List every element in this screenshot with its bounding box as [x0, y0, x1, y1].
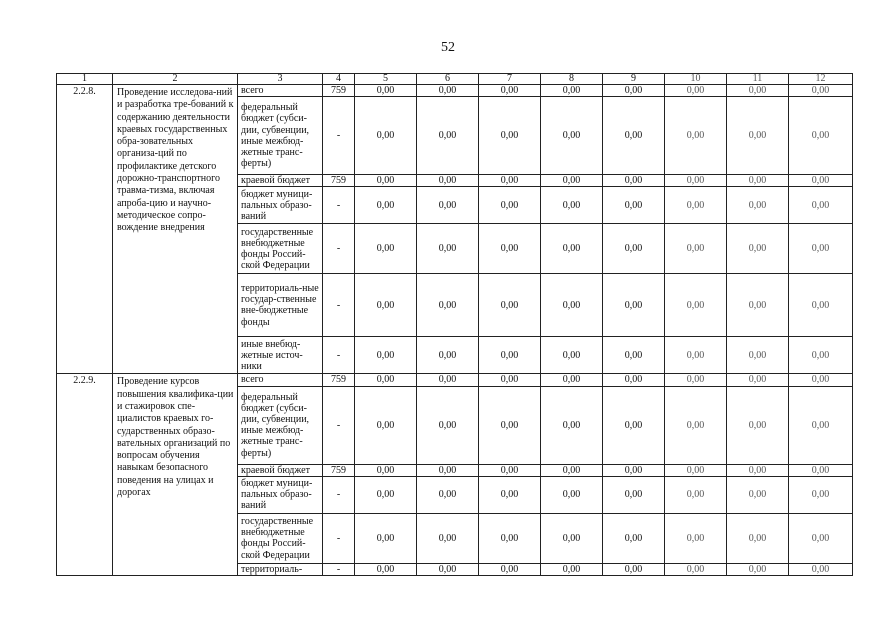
amount-cell: 0,00 — [479, 374, 541, 386]
amount-cell: 0,00 — [789, 476, 853, 513]
amount-cell: 0,00 — [727, 563, 789, 575]
amount-cell: 0,00 — [479, 274, 541, 337]
column-number-cell: 7 — [479, 74, 541, 85]
amount-cell: 0,00 — [417, 563, 479, 575]
budget-code-cell: - — [323, 563, 355, 575]
amount-cell: 0,00 — [417, 97, 479, 175]
amount-cell: 0,00 — [789, 85, 853, 97]
amount-cell: 0,00 — [417, 85, 479, 97]
amount-cell: 0,00 — [603, 85, 665, 97]
funding-source: краевой бюджет — [238, 175, 323, 187]
amount-cell: 0,00 — [789, 337, 853, 374]
amount-cell: 0,00 — [665, 224, 727, 274]
funding-source: территориаль-ные государ-ственные вне-бюджетные фонды — [238, 274, 323, 337]
amount-cell: 0,00 — [479, 563, 541, 575]
budget-code-cell: - — [323, 187, 355, 224]
amount-cell: 0,00 — [541, 97, 603, 175]
amount-cell: 0,00 — [541, 563, 603, 575]
amount-cell: 0,00 — [665, 274, 727, 337]
funding-source: федеральный бюджет (субси-дии, субвенции, иные межбюд-жетные транс-ферты) — [238, 97, 323, 175]
budget-code-cell: - — [323, 476, 355, 513]
amount-cell: 0,00 — [355, 187, 417, 224]
amount-cell: 0,00 — [727, 464, 789, 476]
column-number-cell: 11 — [727, 74, 789, 85]
amount-cell: 0,00 — [727, 374, 789, 386]
amount-cell: 0,00 — [541, 85, 603, 97]
funding-source: государственные внебюджетные фонды Россий-ской Федерации — [238, 224, 323, 274]
amount-cell: 0,00 — [727, 97, 789, 175]
amount-cell: 0,00 — [417, 476, 479, 513]
amount-cell: 0,00 — [417, 187, 479, 224]
amount-cell: 0,00 — [727, 85, 789, 97]
funding-source: иные внебюд-жетные источ-ники — [238, 337, 323, 374]
amount-cell: 0,00 — [479, 175, 541, 187]
amount-cell: 0,00 — [789, 187, 853, 224]
amount-cell: 0,00 — [355, 374, 417, 386]
amount-cell: 0,00 — [355, 563, 417, 575]
funding-source: всего — [238, 374, 323, 386]
page-number: 52 — [441, 40, 455, 55]
budget-code-cell: - — [323, 337, 355, 374]
amount-cell: 0,00 — [789, 224, 853, 274]
amount-cell: 0,00 — [479, 464, 541, 476]
funding-source: всего — [238, 85, 323, 97]
funding-source: федеральный бюджет (субси-дии, субвенции, иные межбюд-жетные транс-ферты) — [238, 386, 323, 464]
budget-code-cell: - — [323, 386, 355, 464]
column-number-cell: 9 — [603, 74, 665, 85]
amount-cell: 0,00 — [789, 97, 853, 175]
amount-cell: 0,00 — [665, 337, 727, 374]
amount-cell: 0,00 — [479, 386, 541, 464]
amount-cell: 0,00 — [479, 513, 541, 563]
amount-cell: 0,00 — [417, 274, 479, 337]
measure-name: Проведение курсов повышения квалифика-ции и стажировок спе-циалистов краевых го-сударственных образо-вательных организаций по вопросам обучения навыкам безопасного поведения на улицах и дорогах — [113, 374, 238, 576]
amount-cell: 0,00 — [541, 386, 603, 464]
amount-cell: 0,00 — [603, 274, 665, 337]
amount-cell: 0,00 — [727, 337, 789, 374]
amount-cell: 0,00 — [789, 175, 853, 187]
amount-cell: 0,00 — [665, 97, 727, 175]
budget-code-cell: - — [323, 224, 355, 274]
amount-cell: 0,00 — [355, 476, 417, 513]
amount-cell: 0,00 — [541, 274, 603, 337]
budget-code-cell: 759 — [323, 374, 355, 386]
column-number-cell: 6 — [417, 74, 479, 85]
amount-cell: 0,00 — [479, 476, 541, 513]
amount-cell: 0,00 — [789, 274, 853, 337]
amount-cell: 0,00 — [603, 386, 665, 464]
column-number-cell: 2 — [113, 74, 238, 85]
amount-cell: 0,00 — [479, 97, 541, 175]
amount-cell: 0,00 — [603, 337, 665, 374]
amount-cell: 0,00 — [541, 187, 603, 224]
measure-code: 2.2.8. — [57, 85, 113, 374]
column-number-cell: 4 — [323, 74, 355, 85]
amount-cell: 0,00 — [665, 476, 727, 513]
amount-cell: 0,00 — [603, 175, 665, 187]
amount-cell: 0,00 — [541, 224, 603, 274]
funding-source: бюджет муници-пальных образо-ваний — [238, 476, 323, 513]
amount-cell: 0,00 — [603, 563, 665, 575]
amount-cell: 0,00 — [603, 476, 665, 513]
amount-cell: 0,00 — [355, 97, 417, 175]
budget-code-cell: - — [323, 274, 355, 337]
amount-cell: 0,00 — [417, 386, 479, 464]
budget-code-cell: 759 — [323, 464, 355, 476]
amount-cell: 0,00 — [355, 224, 417, 274]
table-row — [57, 85, 853, 97]
measure-code: 2.2.9. — [57, 374, 113, 576]
amount-cell: 0,00 — [417, 224, 479, 274]
funding-source: государственные внебюджетные фонды Россий-ской Федерации — [238, 513, 323, 563]
amount-cell: 0,00 — [417, 513, 479, 563]
amount-cell: 0,00 — [727, 386, 789, 464]
amount-cell: 0,00 — [789, 513, 853, 563]
table-row — [57, 374, 853, 386]
amount-cell: 0,00 — [417, 374, 479, 386]
amount-cell: 0,00 — [789, 563, 853, 575]
amount-cell: 0,00 — [541, 337, 603, 374]
budget-code-cell: - — [323, 513, 355, 563]
amount-cell: 0,00 — [665, 513, 727, 563]
funding-source: бюджет муници-пальных образо-ваний — [238, 187, 323, 224]
amount-cell: 0,00 — [417, 337, 479, 374]
amount-cell: 0,00 — [355, 337, 417, 374]
amount-cell: 0,00 — [541, 464, 603, 476]
amount-cell: 0,00 — [355, 85, 417, 97]
amount-cell: 0,00 — [789, 464, 853, 476]
amount-cell: 0,00 — [603, 374, 665, 386]
amount-cell: 0,00 — [665, 374, 727, 386]
amount-cell: 0,00 — [603, 224, 665, 274]
funding-source: краевой бюджет — [238, 464, 323, 476]
amount-cell: 0,00 — [665, 175, 727, 187]
program-funding-table — [56, 73, 853, 576]
amount-cell: 0,00 — [355, 464, 417, 476]
column-number-cell: 12 — [789, 74, 853, 85]
amount-cell: 0,00 — [355, 513, 417, 563]
amount-cell: 0,00 — [603, 97, 665, 175]
column-number-cell: 8 — [541, 74, 603, 85]
budget-code-cell: 759 — [323, 175, 355, 187]
amount-cell: 0,00 — [789, 386, 853, 464]
amount-cell: 0,00 — [355, 175, 417, 187]
amount-cell: 0,00 — [727, 476, 789, 513]
amount-cell: 0,00 — [541, 476, 603, 513]
amount-cell: 0,00 — [603, 187, 665, 224]
amount-cell: 0,00 — [665, 563, 727, 575]
amount-cell: 0,00 — [665, 187, 727, 224]
amount-cell: 0,00 — [355, 274, 417, 337]
amount-cell: 0,00 — [541, 175, 603, 187]
amount-cell: 0,00 — [727, 274, 789, 337]
column-number-row — [57, 74, 853, 85]
amount-cell: 0,00 — [417, 175, 479, 187]
amount-cell: 0,00 — [727, 224, 789, 274]
amount-cell: 0,00 — [789, 374, 853, 386]
amount-cell: 0,00 — [603, 464, 665, 476]
amount-cell: 0,00 — [417, 464, 479, 476]
measure-name: Проведение исследова-ний и разработка тре-бований к содержанию деятельности краевых государственных обра-зовательных организа-ций по профилактике детского дорожно-транспортного травма-тизма, включая апроба-цию и научно-методическое сопро-вождение внедрения — [113, 85, 238, 374]
funding-source: территориаль- — [238, 563, 323, 575]
amount-cell: 0,00 — [479, 187, 541, 224]
amount-cell: 0,00 — [727, 175, 789, 187]
amount-cell: 0,00 — [665, 464, 727, 476]
amount-cell: 0,00 — [603, 513, 665, 563]
amount-cell: 0,00 — [727, 513, 789, 563]
amount-cell: 0,00 — [479, 85, 541, 97]
amount-cell: 0,00 — [665, 85, 727, 97]
column-number-cell: 5 — [355, 74, 417, 85]
amount-cell: 0,00 — [665, 386, 727, 464]
amount-cell: 0,00 — [479, 224, 541, 274]
amount-cell: 0,00 — [479, 337, 541, 374]
budget-code-cell: - — [323, 97, 355, 175]
column-number-cell: 1 — [57, 74, 113, 85]
budget-code-cell: 759 — [323, 85, 355, 97]
column-number-cell: 3 — [238, 74, 323, 85]
amount-cell: 0,00 — [355, 386, 417, 464]
amount-cell: 0,00 — [541, 513, 603, 563]
amount-cell: 0,00 — [541, 374, 603, 386]
column-number-cell: 10 — [665, 74, 727, 85]
amount-cell: 0,00 — [727, 187, 789, 224]
